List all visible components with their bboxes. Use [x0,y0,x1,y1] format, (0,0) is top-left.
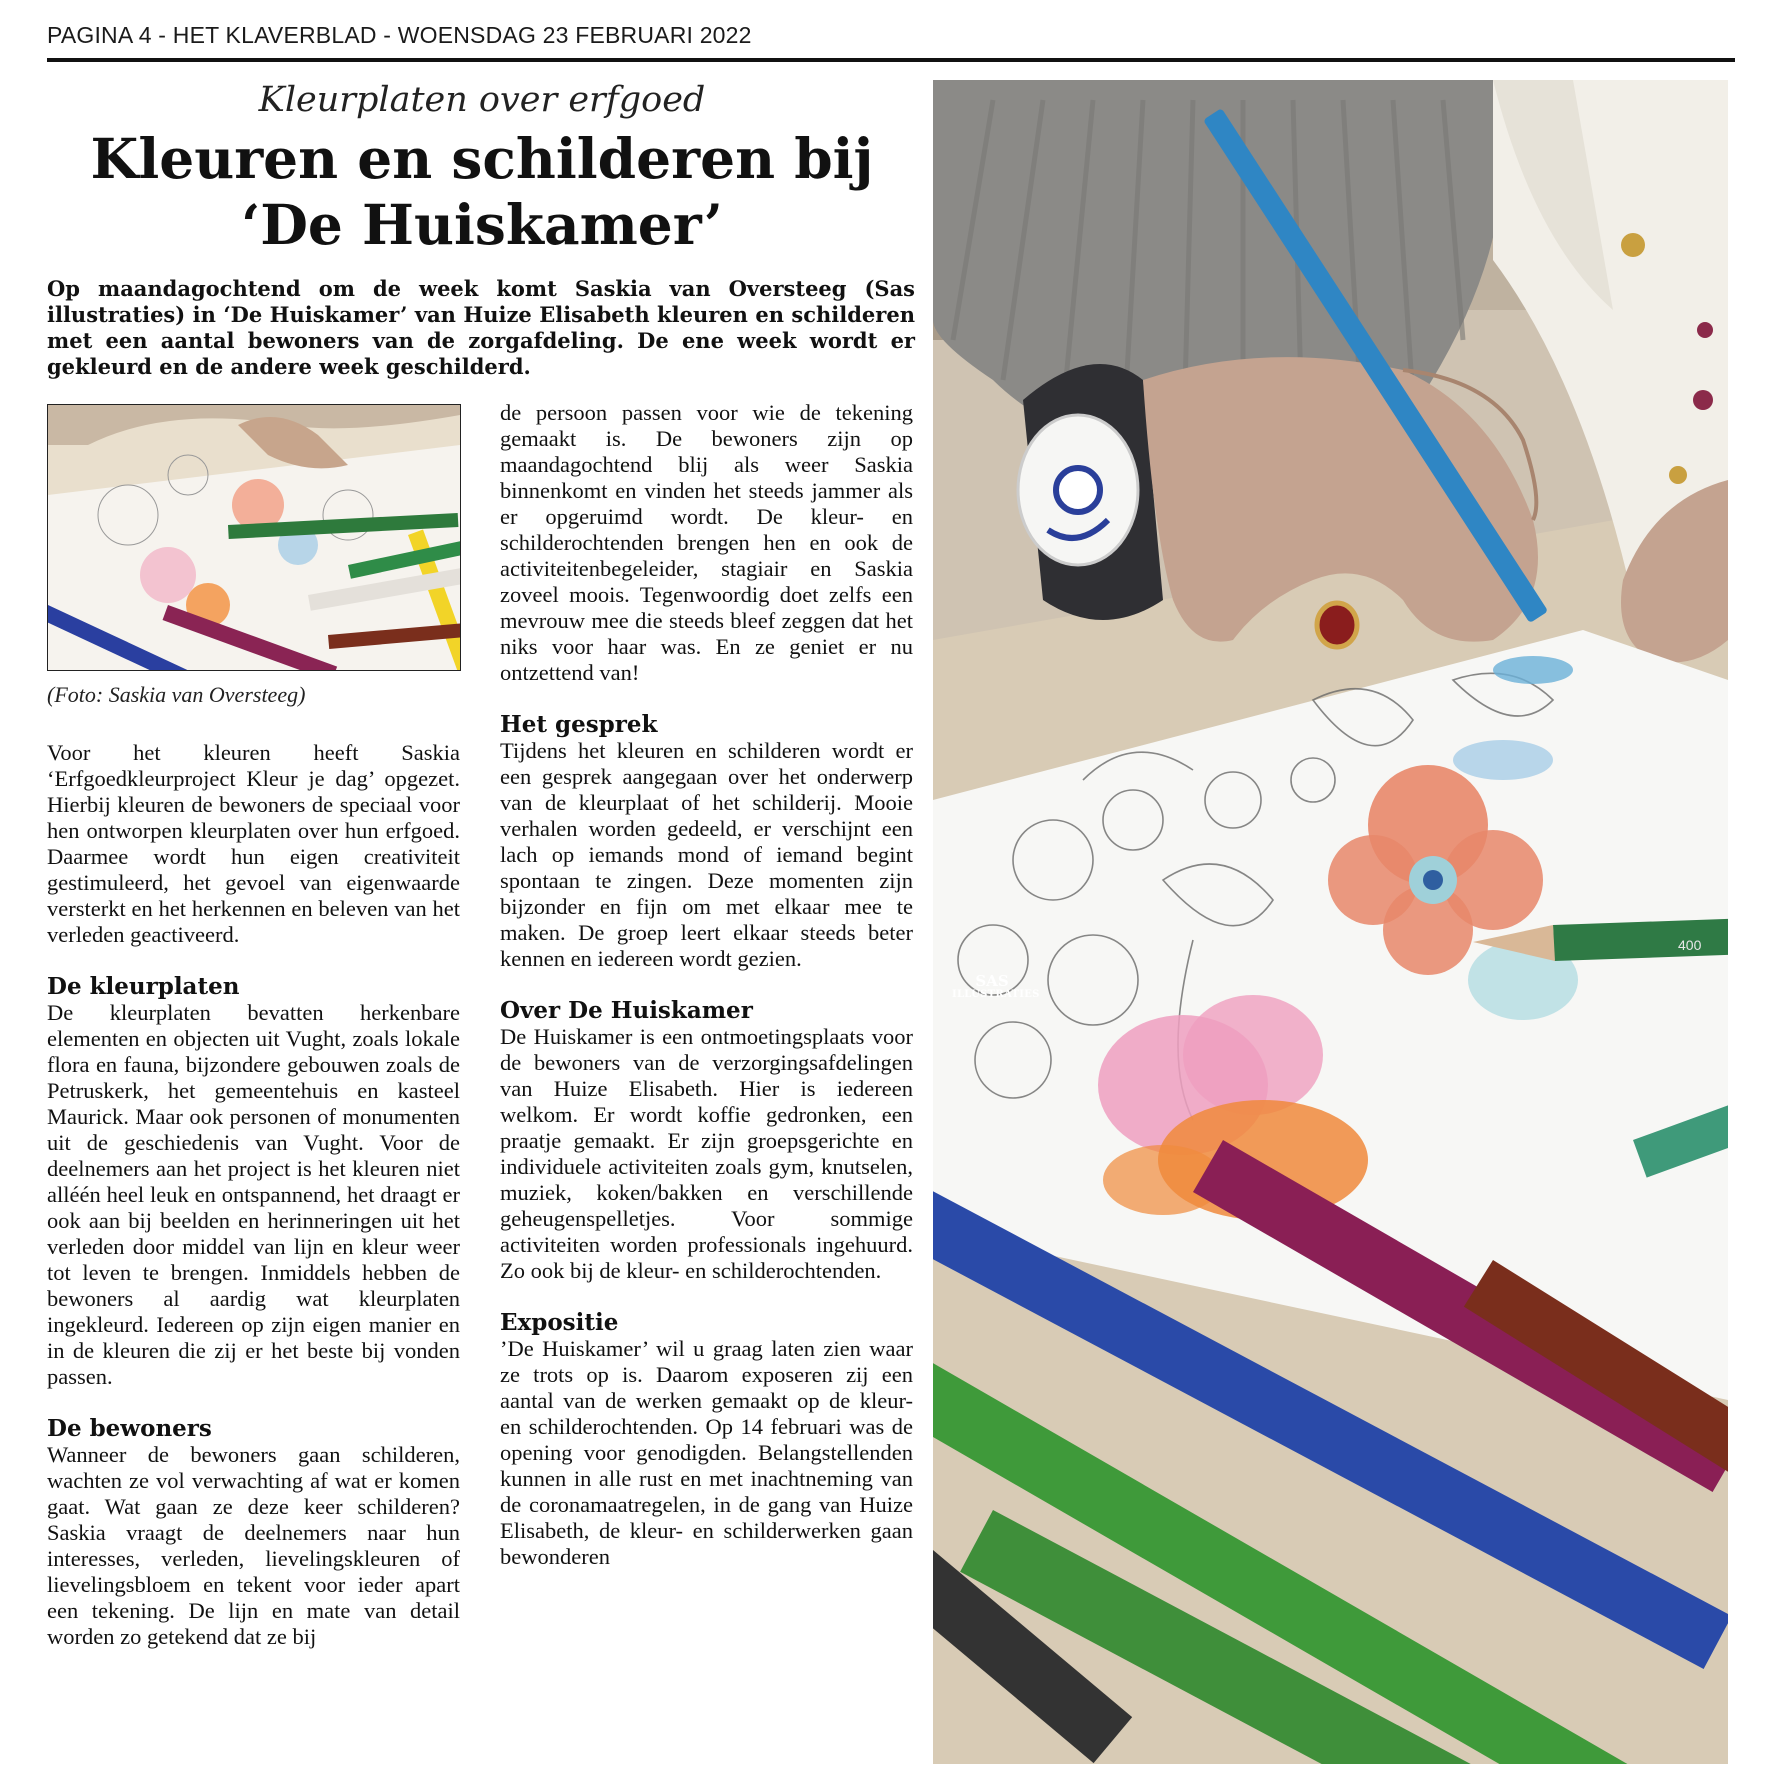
subheading-bewoners: De bewoners [47,1415,212,1442]
article-kicker: Kleurplaten over erfgoed [258,80,706,120]
page-header: PAGINA 4 - HET KLAVERBLAD - WOENSDAG 23 FEBRUARI 2022 [47,22,752,48]
large-photo [933,80,1728,1764]
article-column-2 [500,400,913,1570]
subheading-kleurplaten: De kleurplaten [47,973,240,1000]
small-photo-illustration [48,405,460,670]
subheading-expositie: Expositie [500,1309,619,1336]
body-paragraph: De kleurplaten bevatten herkenbare elementen en objecten uit Vught, zoals lokale flora en fauna, bijzondere gebouwen zoals de Petruskerk, het gemeentehuis en kasteel Maurick. Maar ook personen of monumenten uit de geschiedenis van Vught. Voor de deelnemers aan het project is het kleuren niet alléén heel leuk en ontspannend, het draagt er ook aan bij beelden en herinneringen uit het verleden door middel van lijn en kleur weer tot leven te brengen. Inmiddels hebben de bewoners al aardig wat kleurplaten ingekleurd. Iedereen op zijn eigen manier en in de kleuren die zij er het beste bij vonden passen. [47,1000,460,1389]
body-paragraph: Wanneer de bewoners gaan schilderen, wachten ze vol verwachting af wat er komen gaat. Wat gaan ze deze keer schilderen? Saskia vraagt de deelnemers naar hun interesses, verleden, lievelingskleuren of lievelingsbloem en tekent voor ieder apart een tekening. De lijn en mate van detail worden zo getekend dat ze bij [47,1442,460,1649]
body-paragraph: de persoon passen voor wie de tekening gemaakt is. De bewoners zijn op maandagochtend blij als weer Saskia binnenkomt en vinden het steeds jammer als er opgeruimd wordt. De kleur- en schilderochtenden brengen hen en ook de activiteitenbegeleider, stagiair en Saskia zoveel moois. Tegenwoordig doet zelfs een mevrouw mee die steeds bleef zeggen dat het niks voor haar was. En ze geniet er nu ontzettend van! [500,400,913,685]
watermark-line1: SAS [975,972,1009,990]
subheading-gesprek: Het gesprek [500,711,658,738]
pencil-code-text: 400 [1678,937,1702,953]
watermark-line2: ILLUSTRATIES [952,989,1040,1000]
small-photo [47,404,461,671]
photo-watermark [952,972,1040,1002]
article-column-1 [47,740,460,1650]
photo-caption: (Foto: Saskia van Oversteeg) [47,682,306,707]
body-paragraph: Voor het kleuren heeft Saskia ‘Erfgoedkleurproject Kleur je dag’ opgezet. Hierbij kleuren de bewoners de speciaal voor hen ontworpen kleurplaten over hun erfgoed. Daarmee wordt hun eigen creativiteit gestimuleerd, het gevoel van eigenwaarde versterkt en het herkennen en beleven van het verleden geactiveerd. [47,740,460,947]
body-paragraph: ’De Huiskamer’ wil u graag laten zien waar ze trots op is. Daarom exposeren zij een aantal van de werken gemaakt op de kleur- en schilderochtenden. Op 14 februari was de opening voor genodigden. Belangstellenden kunnen in alle rust en met inachtneming van de coronamaatregelen, in de gang van Huize Elisabeth, de kleur- en schilderwerken gaan bewonderen [500,1336,913,1569]
subheading-huiskamer: Over De Huiskamer [500,997,753,1024]
article-title-line2: ‘De Huiskamer’ [241,192,723,257]
body-paragraph: Tijdens het kleuren en schilderen wordt er een gesprek aangegaan over het onderwerp van de kleurplaat of het schilderij. Mooie verhalen worden gedeeld, er verschijnt een lach op iemands mond of iemand begint spontaan te zingen. Deze momenten zijn bijzonder en fijn om met elkaar mee te maken. De groep leert elkaar steeds beter kennen en iedereen wordt gezien. [500,738,913,971]
large-photo-illustration [933,80,1728,1764]
article-title [47,126,917,258]
body-paragraph: De Huiskamer is een ontmoetingsplaats voor de bewoners van de verzorgingsafdelingen van Huize Elisabeth. Hier is iedereen welkom. Er wordt koffie gedronken, een praatje gemaakt. Er zijn groepsgerichte en individuele activiteiten zoals gym, knutselen, muziek, koken/bakken en verschillende geheugenspelletjes. Voor sommige activiteiten worden professionals ingehuurd. Zo ook bij de kleur- en schilderochtenden. [500,1024,913,1283]
article-title-line1: Kleuren en schilderen bij [90,126,874,191]
header-rule [47,58,1735,62]
article-intro: Op maandagochtend om de week komt Saskia van Oversteeg (Sas illustraties) in ‘De Huiskamer’ van Huize Elisabeth kleuren en schilderen met een aantal bewoners van de zorgafdeling. De ene week wordt er gekleurd en de andere week geschilderd. [47,276,915,379]
